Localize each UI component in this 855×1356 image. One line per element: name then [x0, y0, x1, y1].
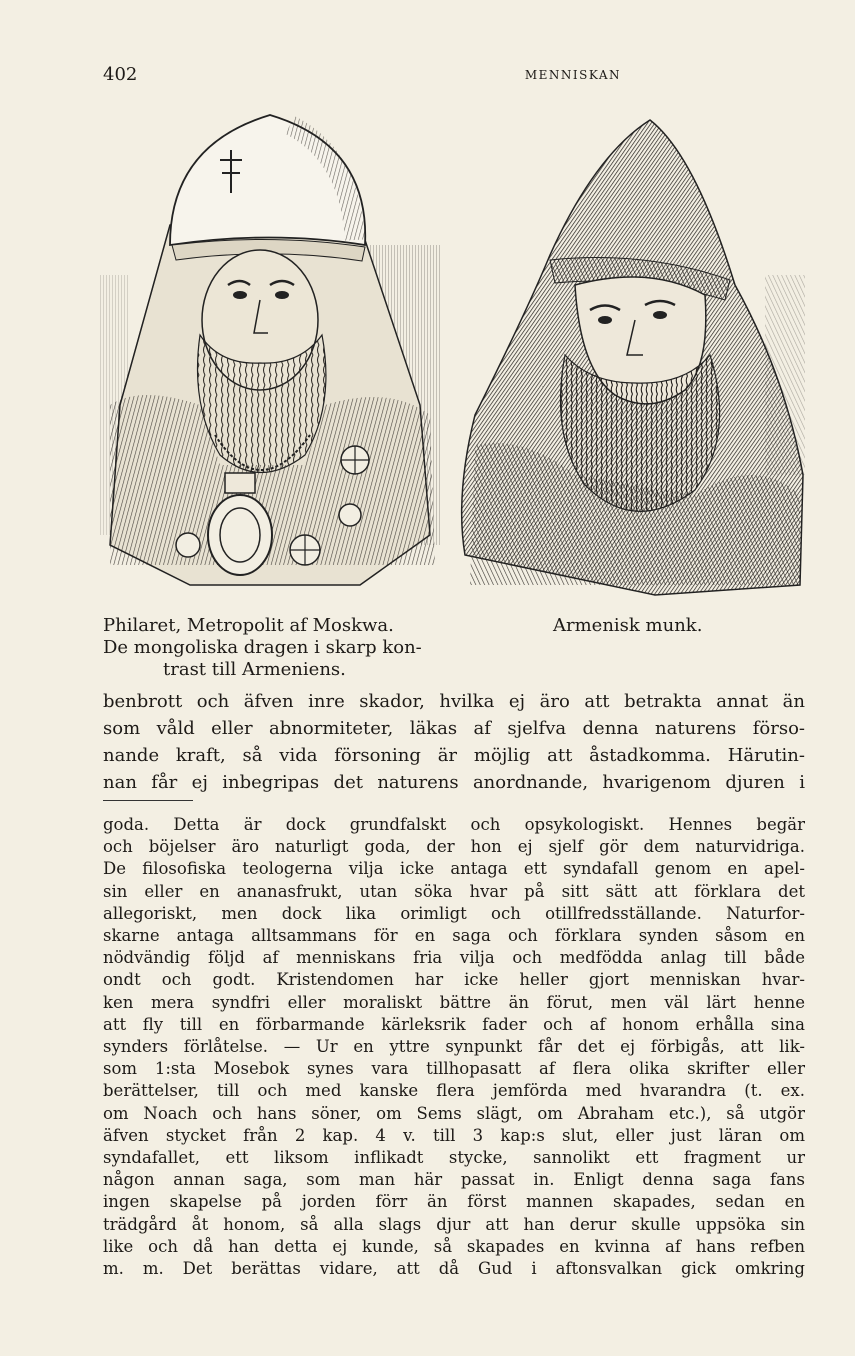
footnote-line: att fly till en förbarmande kärleksrik fader och af honom erhålla sina: [103, 1014, 805, 1034]
body-text: [103, 688, 805, 796]
footnote-line: om Noach och hans söner, om Sems slägt, om Abraham etc.), så utgör: [103, 1103, 805, 1123]
text-line: nan får ej inbegripas det naturens anordnande, hvarigenom djuren i: [103, 772, 805, 793]
footnote-line: ondt och godt. Kristendomen har icke heller gjort menniskan hvar-: [103, 970, 805, 990]
page-header: [103, 64, 803, 88]
footnote-line: ingen skapelse på jorden förr än först mannen skapades, sedan en: [103, 1192, 805, 1212]
footnote-line: sin eller en ananasfrukt, utan söka hvar på sitt sätt att förklara det: [103, 881, 805, 901]
footnote-rule: [103, 800, 193, 801]
footnote-line: allegoriskt, men dock lika orimligt och otillfredsställande. Naturfor-: [103, 903, 805, 923]
footnote-line: nödvändig följd af menniskans fria vilja och medfödda anlag till både: [103, 948, 805, 968]
caption-armenian-monk: Armenisk munk.: [553, 615, 703, 636]
footnote-line: någon annan saga, som man här passat in. Enligt denna saga fans: [103, 1170, 805, 1190]
footnote-line: äfven stycket från 2 kap. 4 v. till 3 kap:s slut, eller just läran om: [103, 1125, 805, 1145]
footnote-line: De filosofiska teologerna vilja icke antaga ett syndafall genom en apel-: [103, 859, 805, 879]
footnote-line: ken mera syndfri eller moraliskt bättre än förut, men väl lärt henne: [103, 992, 805, 1012]
footnote-line: like och då han detta ej kunde, så skapades en kvinna af hans refben: [103, 1236, 805, 1256]
footnote-line: goda. Detta är dock grundfalskt och opsykologiskt. Hennes begär: [103, 815, 805, 834]
footnote-line: syndafallet, ett liksom inflikadt stycke, sannolikt ett fragment ur: [103, 1148, 805, 1168]
caption-line: De mongoliska dragen i skarp kon-: [103, 637, 422, 658]
caption-line: Philaret, Metropolit af Moskwa.: [103, 615, 394, 636]
caption-metropolitan: [103, 615, 443, 681]
footnote-line: m. m. Det berättas vidare, att då Gud i aftonsvalkan gick omkring: [103, 1259, 805, 1279]
footnote-line: trädgård åt honom, så alla slags djur att han derur skulle uppsöka sin: [103, 1214, 805, 1234]
text-line: som våld eller abnormiteter, läkas af sjelfva denna naturens förso-: [103, 718, 805, 739]
footnote-line: synders förlåtelse. — Ur en yttre synpunkt får det ej förbigås, att lik-: [103, 1037, 805, 1057]
footnote-line: och böjelser äro naturligt goda, der hon ej sjelf gör dem naturvidriga.: [103, 837, 805, 857]
footnote-line: skarne antaga alltsammans för en saga och förklara synden såsom en: [103, 926, 805, 946]
text-line: benbrott och äfven inre skador, hvilka ej äro att betrakta annat än: [103, 691, 805, 712]
illustration-metropolitan: [100, 105, 442, 605]
page-number: 402: [103, 64, 138, 85]
metropolitan-engraving: [100, 105, 442, 605]
footnote-text: [103, 814, 805, 1280]
running-title: MENNISKAN: [524, 68, 621, 82]
armenian-monk-engraving: [455, 115, 807, 605]
footnote-line: berättelser, till och med kanske flera jemförda med hvarandra (t. ex.: [103, 1081, 805, 1101]
text-line: nande kraft, så vida försoning är möjlig att åstadkomma. Härutin-: [103, 745, 805, 766]
illustration-armenian-monk: [455, 115, 807, 605]
footnote-line: som 1:sta Mosebok synes vara tillhopasatt af flera olika skrifter eller: [103, 1059, 805, 1079]
caption-line: trast till Armeniens.: [163, 659, 346, 680]
